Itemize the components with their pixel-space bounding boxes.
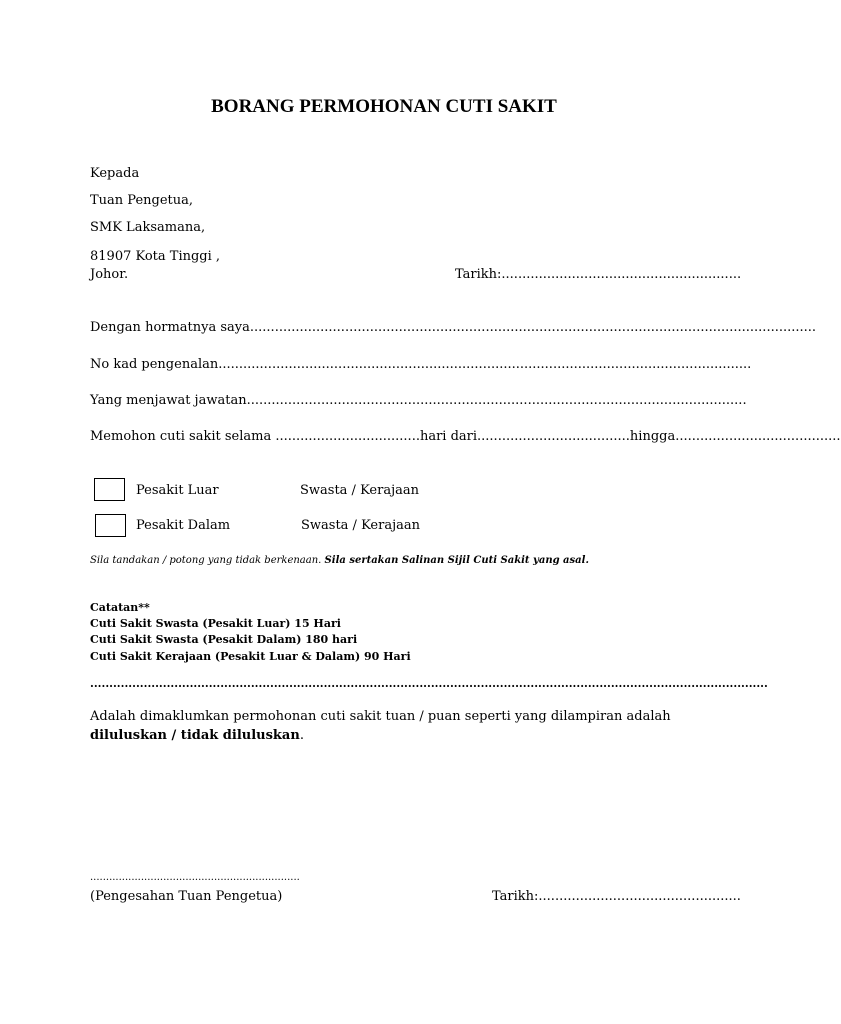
position-field[interactable]: Yang menjawat jawatan......................................................................................................................... [90, 393, 747, 408]
ic-number-field[interactable]: No kad pengenalan................................................................................................................................. [90, 357, 752, 372]
page-title: BORANG PERMOHONAN CUTI SAKIT [211, 96, 557, 117]
instruction-note-normal: Sila tandakan / potong yang tidak berkenaan. [90, 555, 322, 566]
catatan-item: Cuti Sakit Swasta (Pesakit Luar) 15 Hari [90, 617, 341, 630]
date-field-bottom[interactable]: Tarikh:................................................. [492, 889, 741, 904]
divider-dotted-line: ................................................................................................................................................................................. [90, 677, 768, 690]
approval-decision: diluluskan / tidak diluluskan [90, 728, 300, 743]
address-pengetua: Tuan Pengetua, [90, 193, 194, 208]
inpatient-type: Swasta / Kerajaan [301, 518, 420, 533]
date-field-top[interactable]: Tarikh:.......................................................... [455, 267, 742, 282]
address-postcode: 81907 Kota Tinggi , [90, 249, 221, 264]
outpatient-label: Pesakit Luar [136, 483, 219, 498]
inpatient-label: Pesakit Dalam [136, 518, 231, 533]
outpatient-type: Swasta / Kerajaan [300, 483, 419, 498]
leave-duration-field[interactable]: Memohon cuti sakit selama ...................................hari dari.....................................hingga........................................ [90, 429, 841, 444]
address-school: SMK Laksamana, [90, 220, 206, 235]
signature-label: (Pengesahan Tuan Pengetua) [90, 889, 283, 904]
address-kepada: Kepada [90, 166, 140, 181]
name-field[interactable]: Dengan hormatnya saya......................................................................................................................................... [90, 320, 817, 335]
outpatient-checkbox[interactable] [94, 478, 125, 501]
catatan-item: Cuti Sakit Kerajaan (Pesakit Luar & Dalam) 90 Hari [90, 650, 411, 663]
instruction-note-bold: Sila sertakan Salinan Sijil Cuti Sakit yang asal. [324, 555, 589, 566]
instruction-note [90, 555, 589, 566]
signature-line[interactable]: .................................................................. [90, 872, 300, 883]
approval-decision-line [90, 728, 304, 743]
catatan-item: Cuti Sakit Swasta (Pesakit Dalam) 180 hari [90, 633, 358, 646]
inpatient-checkbox[interactable] [95, 514, 126, 537]
address-state: Johor. [90, 267, 129, 282]
approval-period: . [299, 728, 304, 743]
catatan-heading: Catatan** [90, 601, 150, 614]
approval-text: Adalah dimaklumkan permohonan cuti sakit tuan / puan seperti yang dilampiran adalah [90, 709, 671, 724]
